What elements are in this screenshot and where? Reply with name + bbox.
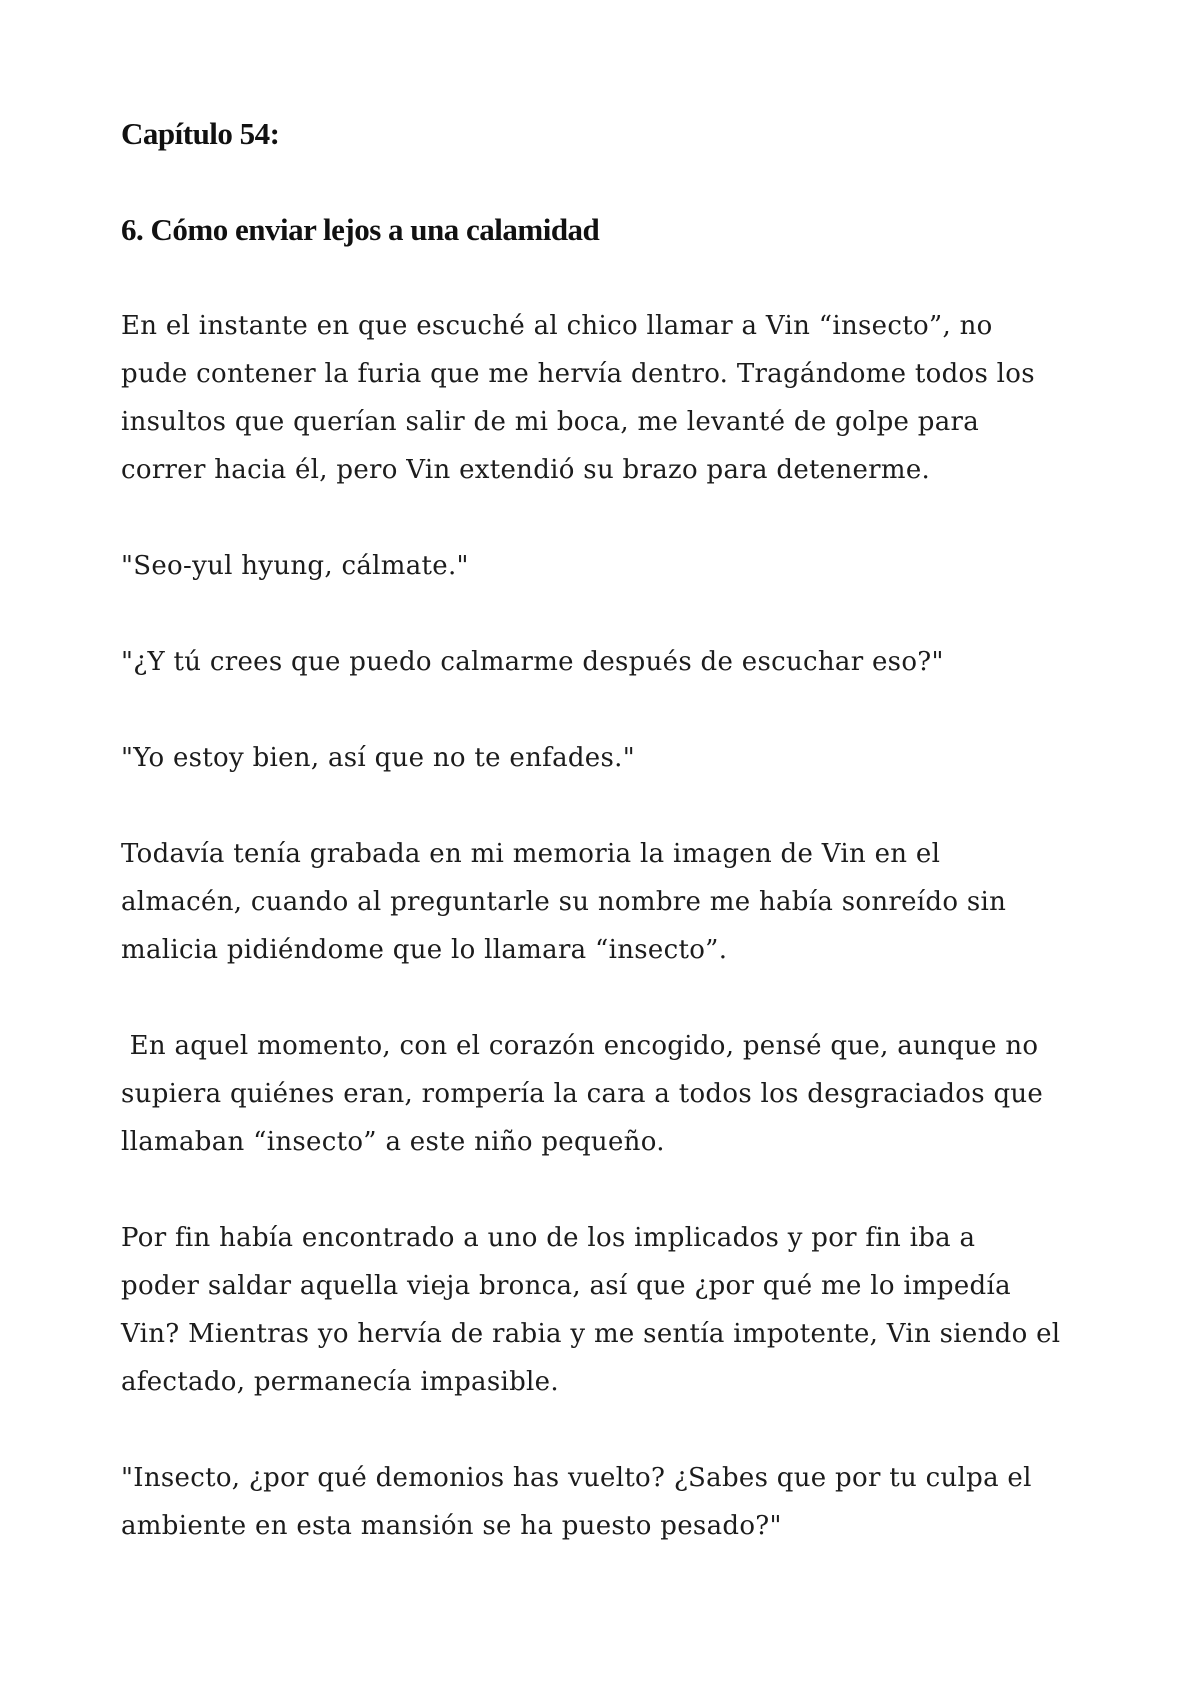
paragraph [121, 542, 1121, 590]
paragraph-line: Todavía tenía grabada en mi memoria la imagen de Vin en el [121, 839, 941, 869]
paragraph-line: supiera quiénes eran, rompería la cara a todos los desgraciados que [121, 1079, 1044, 1109]
paragraph-line: En el instante en que escuché al chico llamar a Vin “insecto”, no [121, 311, 993, 341]
paragraph-line: Por fin había encontrado a uno de los implicados y por fin iba a [121, 1223, 976, 1253]
paragraph [121, 1454, 1121, 1550]
paragraph [121, 302, 1121, 494]
paragraph-line: correr hacia él, pero Vin extendió su brazo para detenerme. [121, 455, 931, 485]
paragraph-line: En aquel momento, con el corazón encogido, pensé que, aunque no [121, 1031, 1039, 1061]
paragraph-line: insultos que querían salir de mi boca, me levanté de golpe para [121, 407, 980, 437]
paragraph [121, 1022, 1121, 1166]
paragraph-line: "Insecto, ¿por qué demonios has vuelto? ¿Sabes que por tu culpa el [121, 1463, 1032, 1493]
paragraph-line: pude contener la furia que me hervía dentro. Tragándome todos los [121, 359, 1035, 389]
paragraph-line: "Yo estoy bien, así que no te enfades." [121, 743, 635, 773]
paragraph-list [121, 302, 1121, 1550]
section-title: 6. Cómo enviar lejos a una calamidad [121, 212, 600, 247]
paragraph-line: "Seo-yul hyung, cálmate." [121, 551, 469, 581]
paragraph [121, 734, 1121, 782]
paragraph-line: afectado, permanecía impasible. [121, 1367, 559, 1397]
paragraph-line: "¿Y tú crees que puedo calmarme después de escuchar eso?" [121, 647, 944, 677]
paragraph [121, 1214, 1121, 1406]
paragraph-line: poder saldar aquella vieja bronca, así que ¿por qué me lo impedía [121, 1271, 1011, 1301]
paragraph-line: llamaban “insecto” a este niño pequeño. [121, 1127, 665, 1157]
paragraph-line: Vin? Mientras yo hervía de rabia y me sentía impotente, Vin siendo el [121, 1319, 1061, 1349]
paragraph-line: malicia pidiéndome que lo llamara “insecto”. [121, 935, 728, 965]
document-body [121, 110, 1121, 1550]
paragraph-line: ambiente en esta mansión se ha puesto pesado?" [121, 1511, 782, 1541]
chapter-heading: Capítulo 54: [121, 116, 280, 151]
paragraph-line: almacén, cuando al preguntarle su nombre me había sonreído sin [121, 887, 1007, 917]
paragraph [121, 830, 1121, 974]
paragraph [121, 638, 1121, 686]
